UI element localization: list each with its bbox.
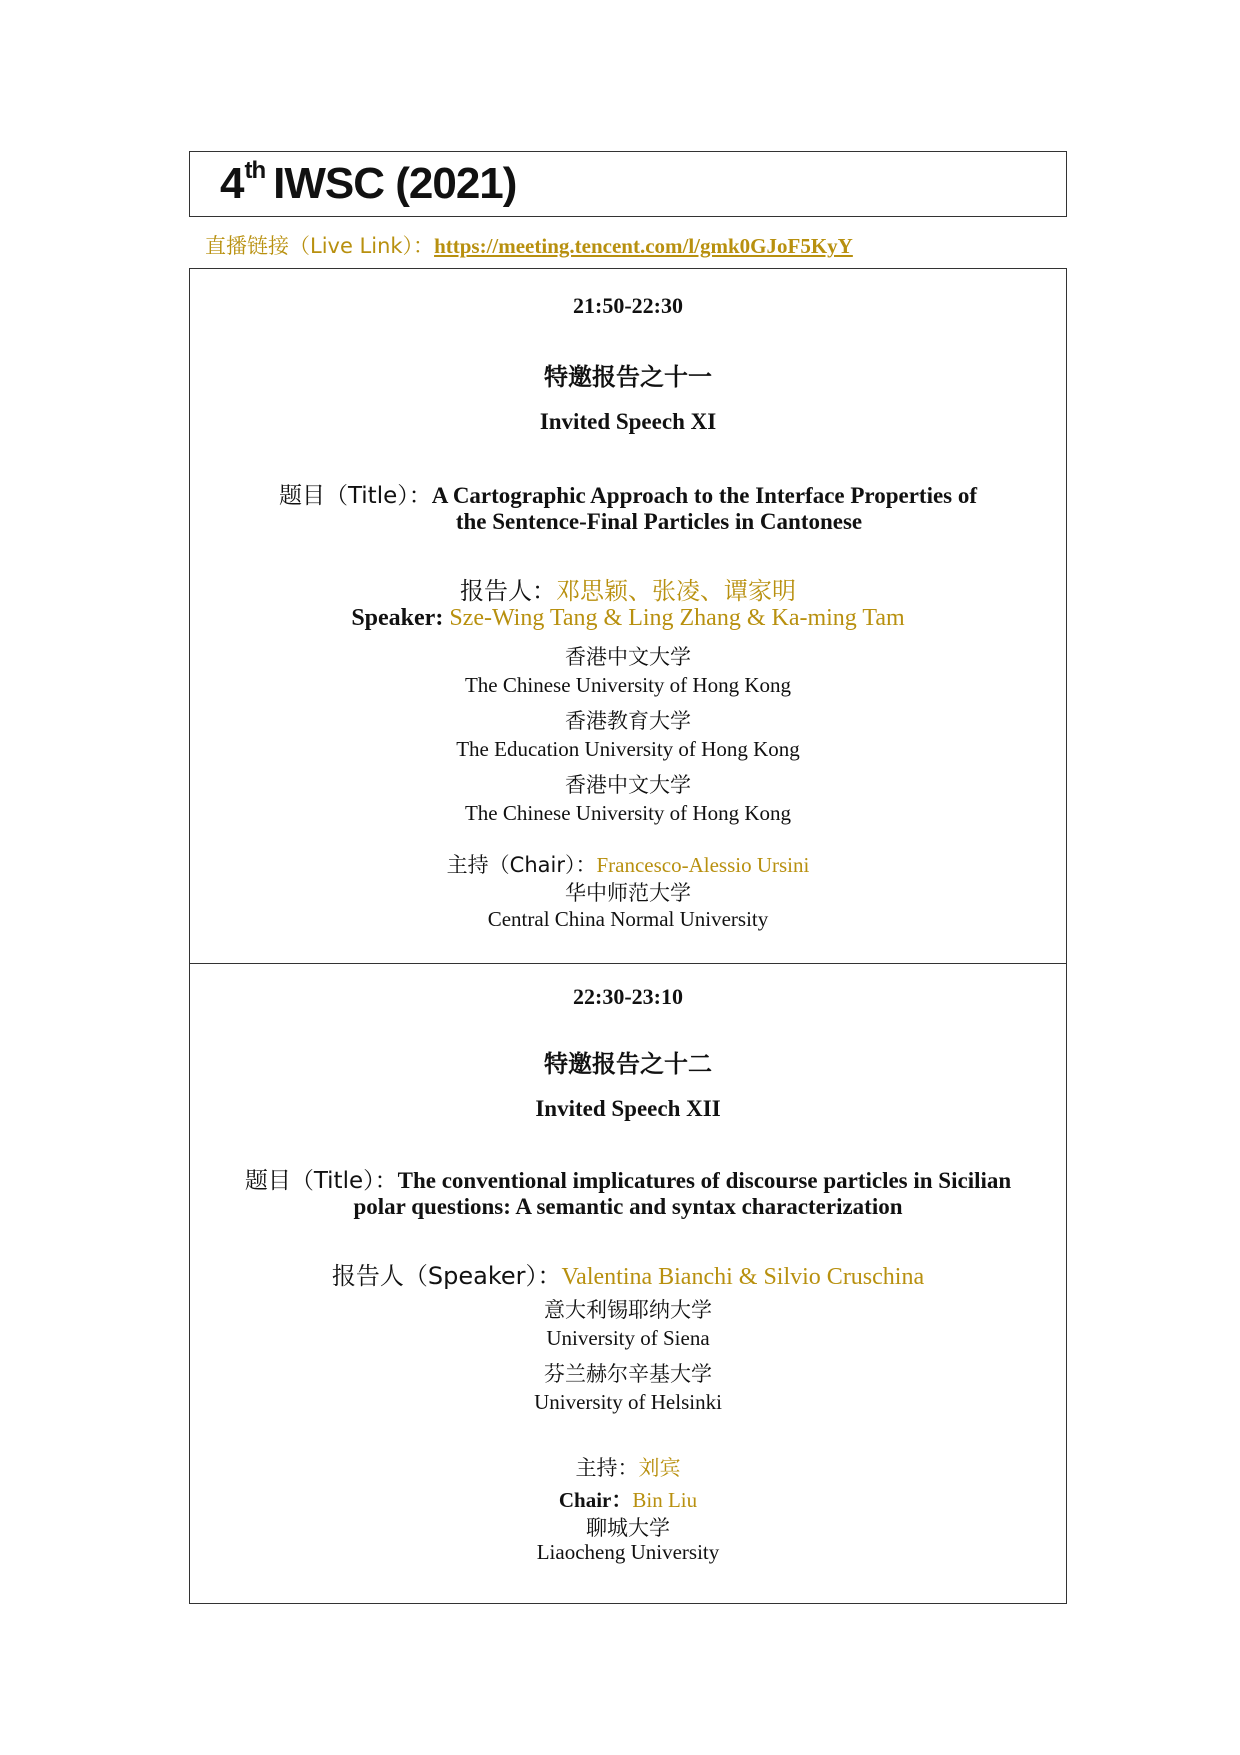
session-heading-zh: 特邀报告之十二 [544,1050,712,1078]
page-title [220,157,517,208]
speaker-label-zh: 报告人： [460,577,556,605]
header-box [189,151,1067,217]
speaker-line [190,1256,1066,1291]
affiliation-3-zh: 香港中文大学 [565,773,691,797]
affiliation-2-zh: 香港教育大学 [565,709,691,733]
talk-title-text-1: The conventional implicatures of discourse particles in Sicilian [397,1168,1012,1193]
speaker-label-en: Speaker: [351,605,450,631]
schedule-table [189,268,1067,1604]
talk-title-line2: the Sentence-Final Particles in Cantonese [455,509,863,534]
chair-name: Francesco-Alessio Ursini [596,853,810,877]
speaker-label: 报告人（Speaker）： [331,1262,562,1290]
session-heading-en: Invited Speech XI [539,409,717,434]
speaker-name-2: Silvio Cruschina [763,1264,925,1290]
affiliation-2-en: The Education University of Hong Kong [456,737,800,761]
live-link-url[interactable]: https://meeting.tencent.com/l/gmk0GJoF5KyY [434,234,853,258]
chair-label-en: Chair： [558,1488,633,1512]
speaker-en-line [190,605,1066,632]
affiliation-1-zh: 香港中文大学 [565,645,691,669]
affiliation-1-en: University of Siena [546,1326,710,1350]
affiliation-2-zh: 芬兰赫尔辛基大学 [544,1362,712,1386]
session-time: 21:50-22:30 [573,293,683,318]
speaker-names-zh: 邓思颖、张凌、谭家明 [556,579,796,605]
talk-title-line2: polar questions: A semantic and syntax characterization [353,1194,903,1219]
live-link-row [205,230,853,260]
chair-line [190,849,1066,879]
session-invited-speech-xii [190,963,1066,1603]
title-label: 题目（Title）： [278,483,432,509]
title-number: 4 [220,159,244,208]
affiliation-1-en: The Chinese University of Hong Kong [464,673,792,697]
chair-name-en: Bin Liu [632,1488,698,1512]
session-invited-speech-xi [190,269,1066,963]
chair-affiliation-en: Central China Normal University [487,907,769,931]
session-time: 22:30-23:10 [573,984,683,1009]
session-heading-zh: 特邀报告之十一 [544,363,712,391]
speaker-zh-line [190,571,1066,606]
talk-title-line1 [190,477,1066,510]
chair-zh-line [190,1452,1066,1482]
speaker-names-en: Sze-Wing Tang & Ling Zhang & Ka-ming Tam [449,605,905,631]
title-superscript: th [244,157,266,185]
title-label: 题目（Title）： [244,1168,398,1194]
session-heading-en: Invited Speech XII [535,1096,721,1121]
speaker-ampersand: & [732,1264,764,1290]
chair-affiliation-zh: 华中师范大学 [565,881,691,905]
affiliation-3-en: The Chinese University of Hong Kong [464,801,792,825]
affiliation-1-zh: 意大利锡耶纳大学 [544,1298,712,1322]
affiliation-2-en: University of Helsinki [534,1390,722,1414]
chair-name-zh: 刘宾 [638,1456,681,1480]
live-link-label: 直播链接（Live Link）： [205,234,435,258]
chair-affiliation-zh: 聊城大学 [586,1516,670,1540]
talk-title-line1 [190,1162,1066,1195]
title-text: IWSC (2021) [273,159,517,208]
talk-title-text-1: A Cartographic Approach to the Interface Properties of [431,483,978,508]
chair-label-zh: 主持： [575,1456,639,1480]
chair-label: 主持（Chair）： [446,853,597,877]
chair-en-line [190,1484,1066,1514]
speaker-name-1: Valentina Bianchi [561,1264,733,1290]
chair-affiliation-en: Liaocheng University [536,1540,720,1564]
